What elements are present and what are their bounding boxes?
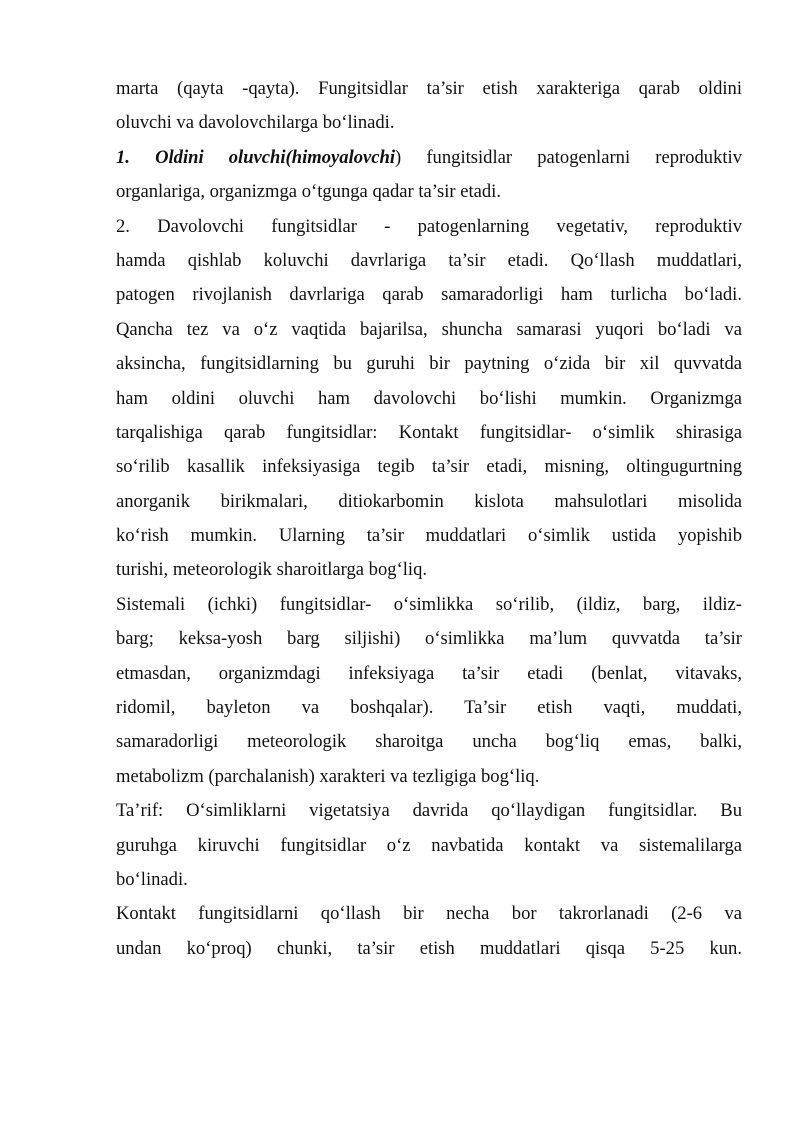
paragraph [116, 72, 742, 141]
document-page [116, 72, 742, 966]
text-line: samaradorligi meteorologik sharoitga uncha bog‘liq emas, balki, [116, 731, 742, 753]
text-line: marta (qayta -qayta). Fungitsidlar ta’sir etish xarakteriga qarab oldini [116, 78, 742, 99]
text-line: Sistemali (ichki) fungitsidlar- o‘simlikka so‘rilib, (ildiz, barg, ildiz- [116, 593, 742, 615]
paragraph [116, 897, 742, 966]
paragraph [116, 588, 742, 794]
paragraph [116, 794, 742, 897]
text-line: ridomil, bayleton va boshqalar). Ta’sir etish vaqti, muddati, [116, 697, 742, 719]
text-line: aksincha, fungitsidlarning bu guruhi bir paytning o‘zida bir xil quvvatda [116, 353, 742, 375]
text-line: anorganik birikmalari, ditiokarbomin kislota mahsulotlari misolida [116, 490, 742, 512]
text-line: patogen rivojlanish davrlariga qarab samaradorligi ham turlicha bo‘ladi. [116, 284, 742, 306]
text-line: barg; keksa-yosh barg siljishi) o‘simlikka ma’lum quvvatda ta’sir [116, 628, 742, 650]
paragraph [116, 210, 742, 588]
paragraph [116, 141, 742, 210]
text-line: tarqalishiga qarab fungitsidlar: Kontakt fungitsidlar- o‘simlik shirasiga [116, 421, 742, 443]
text-run: ) fungitsidlar patogenlarni reproduktiv [395, 146, 742, 168]
text-line: hamda qishlab koluvchi davrlariga ta’sir etadi. Qo‘llash muddatlari, [116, 249, 742, 271]
text-line: etmasdan, organizmdagi infeksiyaga ta’sir etadi (benlat, vitavaks, [116, 662, 742, 684]
text-line: Ta’rif: O‘simliklarni vigetatsiya davrida qo‘llaydigan fungitsidlar. Bu [116, 800, 742, 822]
emphasized-term: 1. Oldini oluvchi(himoyalovchi [116, 146, 396, 168]
text-line: undan ko‘proq) chunki, ta’sir etish muddatlari qisqa 5-25 kun. [116, 937, 742, 959]
text-line: so‘rilib kasallik infeksiyasiga tegib ta’sir etadi, misning, oltingugurtning [116, 456, 742, 478]
text-line: ham oldini oluvchi ham davolovchi bo‘lishi mumkin. Organizmga [116, 387, 742, 409]
text-line: metabolizm (parchalanish) xarakteri va tezligiga bog‘liq. [116, 765, 540, 787]
text-line: turishi, meteorologik sharoitlarga bog‘liq. [116, 559, 428, 581]
text-line: 2. Davolovchi fungitsidlar - patogenlarning vegetativ, reproduktiv [116, 215, 742, 237]
text-line: Qancha tez va o‘z vaqtida bajarilsa, shuncha samarasi yuqori bo‘ladi va [116, 318, 742, 340]
text-line: ko‘rish mumkin. Ularning ta’sir muddatlari o‘simlik ustida yopishib [116, 525, 742, 547]
text-line: guruhga kiruvchi fungitsidlar o‘z navbatida kontakt va sistemalilarga [116, 834, 742, 856]
text-line: Kontakt fungitsidlarni qo‘llash bir necha bor takrorlanadi (2-6 va [116, 903, 742, 925]
text-line [116, 141, 742, 175]
text-line: bo‘linadi. [116, 868, 188, 890]
text-line: organlariga, organizmga o‘tgunga qadar ta’sir etadi. [116, 181, 501, 203]
text-line: oluvchi va davolovchilarga bo‘linadi. [116, 112, 395, 134]
